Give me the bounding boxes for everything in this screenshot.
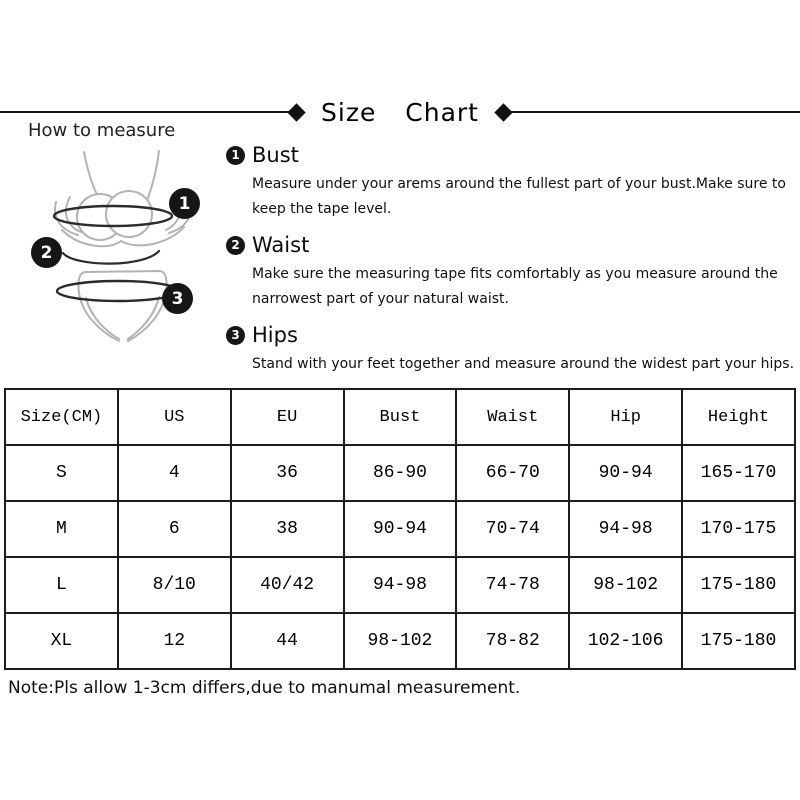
divider-line-right [510, 111, 800, 113]
instruction-hips-label: Hips [252, 323, 298, 347]
measure-instructions [226, 142, 798, 377]
divider-line-left [0, 111, 290, 113]
cell-us: 12 [118, 613, 231, 669]
cell-size: M [5, 501, 118, 557]
instruction-bust [226, 142, 798, 222]
instruction-hips [226, 322, 798, 377]
instruction-waist-text: Make sure the measuring tape fits comfortably as you measure around the narrowest part of your natural waist. [252, 266, 778, 307]
cell-bust: 98-102 [344, 613, 457, 669]
cell-us: 4 [118, 445, 231, 501]
cell-bust: 86-90 [344, 445, 457, 501]
cell-height: 170-175 [682, 501, 795, 557]
instruction-hips-text: Stand with your feet together and measure around the widest part your hips. [252, 356, 795, 372]
how-to-measure-heading: How to measure [28, 120, 176, 141]
cell-height: 175-180 [682, 613, 795, 669]
page-title: Size Chart [321, 97, 479, 127]
col-header-us: US [118, 389, 231, 445]
instruction-bust-text: Measure under your arems around the fullest part of your bust.Make sure to keep the tape level. [252, 176, 786, 217]
size-table [4, 388, 796, 670]
table-row-m [5, 501, 795, 557]
col-header-size: Size(CM) [5, 389, 118, 445]
cell-us: 8/10 [118, 557, 231, 613]
instruction-bust-label: Bust [252, 143, 299, 167]
cell-eu: 38 [231, 501, 344, 557]
instruction-waist [226, 232, 798, 312]
cell-hip: 94-98 [569, 501, 682, 557]
table-row-xl [5, 613, 795, 669]
table-row-l [5, 557, 795, 613]
cell-us: 6 [118, 501, 231, 557]
cell-hip: 98-102 [569, 557, 682, 613]
size-table-header-row [5, 389, 795, 445]
cell-waist: 66-70 [456, 445, 569, 501]
col-header-hip: Hip [569, 389, 682, 445]
cell-eu: 36 [231, 445, 344, 501]
diamond-icon-right [494, 103, 512, 121]
col-header-bust: Bust [344, 389, 457, 445]
cell-bust: 90-94 [344, 501, 457, 557]
cell-hip: 102-106 [569, 613, 682, 669]
cell-size: L [5, 557, 118, 613]
cell-eu: 40/42 [231, 557, 344, 613]
table-row-s [5, 445, 795, 501]
col-header-eu: EU [231, 389, 344, 445]
instruction-bust-heading [226, 142, 798, 168]
waist-marker-badge: 2 [31, 237, 62, 268]
cell-waist: 74-78 [456, 557, 569, 613]
col-header-height: Height [682, 389, 795, 445]
cell-eu: 44 [231, 613, 344, 669]
cell-height: 165-170 [682, 445, 795, 501]
cell-bust: 94-98 [344, 557, 457, 613]
number-1-icon: 1 [226, 146, 245, 165]
cell-waist: 70-74 [456, 501, 569, 557]
cell-size: XL [5, 613, 118, 669]
number-2-icon: 2 [226, 236, 245, 255]
bust-marker-badge: 1 [169, 188, 200, 219]
cell-hip: 90-94 [569, 445, 682, 501]
hips-marker-badge: 3 [162, 283, 193, 314]
number-3-icon: 3 [226, 326, 245, 345]
instruction-hips-heading [226, 322, 798, 348]
cell-height: 175-180 [682, 557, 795, 613]
cell-waist: 78-82 [456, 613, 569, 669]
col-header-waist: Waist [456, 389, 569, 445]
instruction-waist-heading [226, 232, 798, 258]
note-text: Note:Pls allow 1-3cm differs,due to manumal measurement. [8, 678, 521, 698]
instruction-waist-label: Waist [252, 233, 310, 257]
bikini-measurement-illustration [22, 142, 222, 344]
cell-size: S [5, 445, 118, 501]
